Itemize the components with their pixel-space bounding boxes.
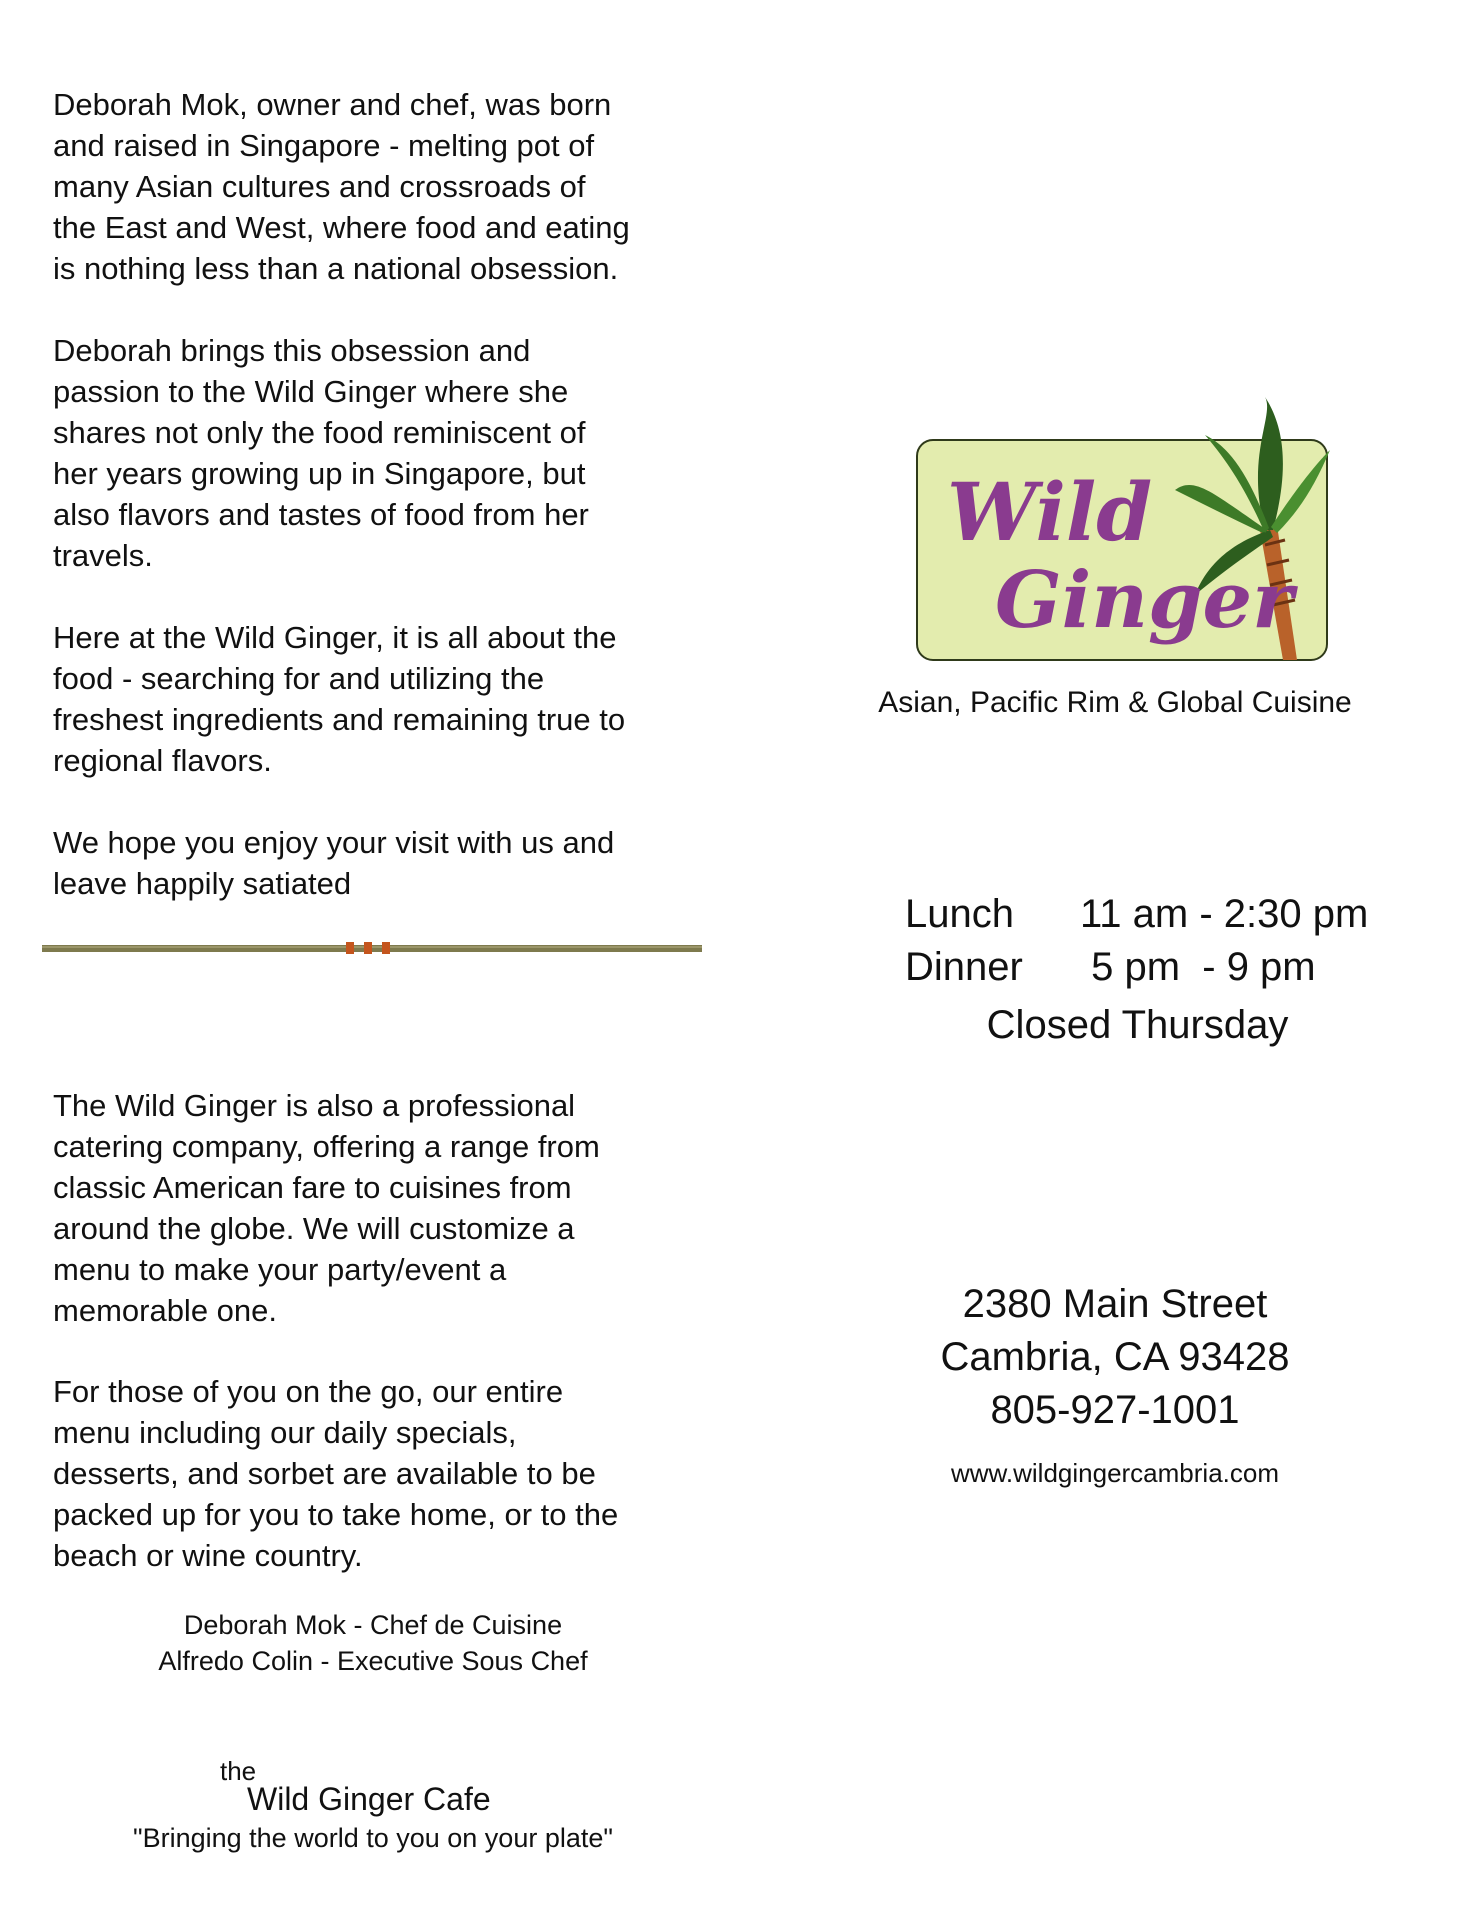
phone-number[interactable]: 805-927-1001 bbox=[990, 1388, 1240, 1432]
signature-tagline: "Bringing the world to you on your plate" bbox=[133, 1823, 613, 1853]
logo-text-wild: Wild bbox=[947, 465, 1153, 559]
address-city: Cambria, CA 93428 bbox=[940, 1335, 1290, 1379]
hours-day: Dinner bbox=[905, 945, 1023, 989]
staff-sous-chef: Alfredo Colin - Executive Sous Chef bbox=[158, 1646, 588, 1676]
divider-accent-3 bbox=[382, 942, 390, 954]
staff-chef: Deborah Mok - Chef de Cuisine bbox=[183, 1610, 563, 1640]
website-link[interactable]: www.wildgingercambria.com bbox=[951, 1458, 1279, 1488]
hours-row-lunch bbox=[905, 888, 1368, 941]
signature-name: Wild Ginger Cafe bbox=[247, 1781, 491, 1817]
about-paragraph-welcome: We hope you enjoy your visit with us and leave happily satiated bbox=[53, 825, 615, 901]
catering-paragraph: The Wild Ginger is also a professional catering company, offering a range from classic American fare to cuisines from around the globe. We will customize a menu to make your party/event a memorable one. bbox=[53, 1088, 600, 1328]
about-paragraph-passion: Deborah brings this obsession and passion to the Wild Ginger where she shares not only the food reminiscent of her years growing up in Singapore, but also flavors and tastes of food from her travels. bbox=[53, 333, 589, 573]
hours-row-dinner bbox=[905, 941, 1368, 994]
staff-credits bbox=[53, 1607, 693, 1679]
about-paragraph-food: Here at the Wild Ginger, it is all about the food - searching for and utilizing the freshest ingredients and remaining true to regional flavors. bbox=[53, 620, 626, 778]
wild-ginger-logo bbox=[905, 395, 1335, 670]
decorative-divider bbox=[42, 942, 702, 954]
hours-day: Lunch bbox=[905, 892, 1014, 936]
closed-day: Closed Thursday bbox=[986, 1003, 1289, 1047]
address-street: 2380 Main Street bbox=[962, 1282, 1268, 1326]
logo-text-ginger: Ginger bbox=[995, 555, 1294, 646]
divider-accent-1 bbox=[346, 942, 354, 954]
signature-the: the bbox=[220, 1756, 257, 1786]
hours-time: 11 am - 2:30 pm bbox=[1080, 892, 1369, 936]
about-paragraph-origin: Deborah Mok, owner and chef, was born and raised in Singapore - melting pot of many Asian cultures and crossroads of the East and West, where food and eating is nothing less than a national obsession. bbox=[53, 87, 630, 286]
hours-time: 5 pm - 9 pm bbox=[1080, 945, 1316, 989]
cuisine-tagline: Asian, Pacific Rim & Global Cuisine bbox=[878, 686, 1352, 719]
address-block bbox=[800, 1278, 1430, 1437]
takeout-paragraph: For those of you on the go, our entire menu including our daily specials, desserts, and sorbet are available to be packed up for you to take home, or to the beach or wine country. bbox=[53, 1374, 619, 1573]
divider-accent-2 bbox=[364, 942, 372, 954]
opening-hours bbox=[905, 888, 1368, 994]
